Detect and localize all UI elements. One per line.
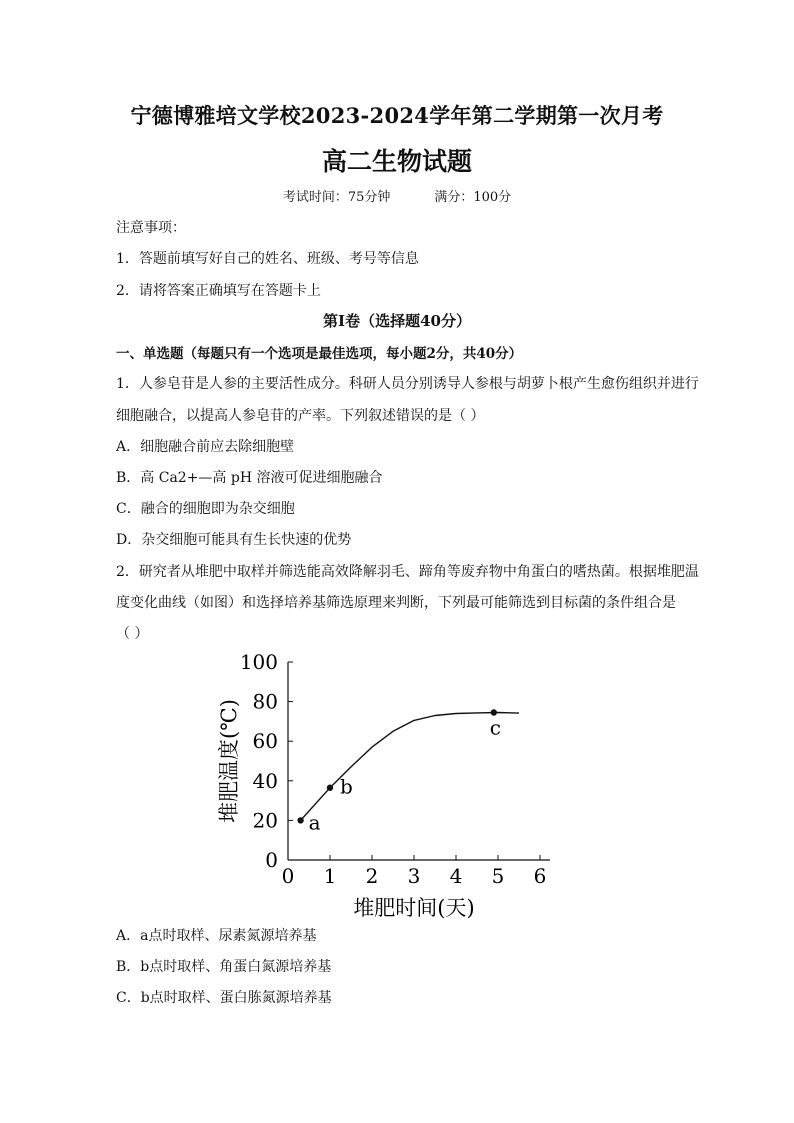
q2-stem-line-3: （ ） — [116, 626, 149, 642]
chart-axes — [288, 662, 550, 860]
exam-info — [0, 186, 794, 205]
y-tick-label: 0 — [265, 848, 278, 872]
q1-stem-line-1: 1．人参皂苷是人参的主要活性成分。科研人员分别诱导人参根与胡萝卜根产生愈伤组织并进行 — [116, 376, 699, 392]
x-tick-label: 5 — [491, 864, 505, 888]
note-item-2: 2．请将答案正确填写在答题卡上 — [116, 283, 321, 299]
q2-option-a[interactable]: A．a点时取样、尿素氮源培养基 — [116, 928, 317, 944]
temperature-line — [301, 713, 519, 821]
exam-title: 宁德博雅培文学校2023-2024学年第二学期第一次月考 — [130, 103, 664, 128]
subject-title: 高二生物试题 — [321, 147, 472, 176]
y-tick-label: 40 — [252, 768, 278, 793]
point-b — [327, 785, 333, 791]
full-score: 满分：100分 — [434, 190, 512, 205]
section-instruction: 一、单选题（每题只有一个选项是最佳选项，每小题2分，共40分） — [116, 346, 523, 362]
x-tick-label: 6 — [533, 864, 547, 888]
y-tick-label: 20 — [252, 808, 278, 833]
chart-ticks — [240, 650, 547, 888]
q1-option-d[interactable]: D．杂交细胞可能具有生长快速的优势 — [116, 532, 352, 548]
x-tick-label: 2 — [365, 864, 379, 888]
x-tick-label: 4 — [449, 864, 463, 888]
q1-option-c[interactable]: C．融合的细胞即为杂交细胞 — [116, 501, 295, 517]
q1-option-a[interactable]: A．细胞融合前应去除细胞壁 — [116, 439, 295, 455]
point-label-b: b — [340, 774, 353, 799]
x-axis-label: 堆肥时间(天) — [353, 896, 475, 920]
y-tick-label: 100 — [239, 650, 278, 674]
x-tick-label: 1 — [323, 864, 337, 888]
point-label-c: c — [489, 715, 502, 740]
notes-heading: 注意事项： — [116, 220, 186, 236]
q2-option-c[interactable]: C．b点时取样、蛋白胨氮源培养基 — [116, 990, 332, 1006]
q1-stem-line-2: 细胞融合，以提高人参皂苷的产率。下列叙述错误的是（ ） — [116, 408, 485, 424]
compost-temperature-chart — [200, 645, 570, 925]
y-tick-label: 60 — [252, 729, 278, 754]
chart-curve — [301, 713, 519, 821]
y-axis-label: 堆肥温度(℃) — [217, 699, 241, 823]
section-title: 第I卷（选择题40分） — [323, 312, 471, 330]
q2-stem-line-2: 度变化曲线（如图）和选择培养基筛选原理来判断，下列最可能筛选到目标菌的条件组合是 — [116, 595, 676, 611]
x-tick-label: 0 — [281, 864, 295, 888]
x-tick-label: 3 — [407, 864, 421, 888]
point-a — [297, 817, 303, 823]
point-label-a: a — [308, 810, 321, 835]
q2-stem-line-1: 2．研究者从堆肥中取样并筛选能高效降解羽毛、蹄角等废弃物中角蛋白的嗜热菌。根据堆肥温 — [116, 564, 699, 580]
q1-option-b[interactable]: B．高 Ca2+—高 pH 溶液可促进细胞融合 — [116, 470, 383, 486]
q2-option-b[interactable]: B．b点时取样、角蛋白氮源培养基 — [116, 959, 332, 975]
exam-time: 考试时间：75分钟 — [282, 190, 391, 205]
note-item-1: 1．答题前填写好自己的姓名、班级、考号等信息 — [116, 251, 419, 267]
y-tick-label: 80 — [252, 689, 278, 714]
